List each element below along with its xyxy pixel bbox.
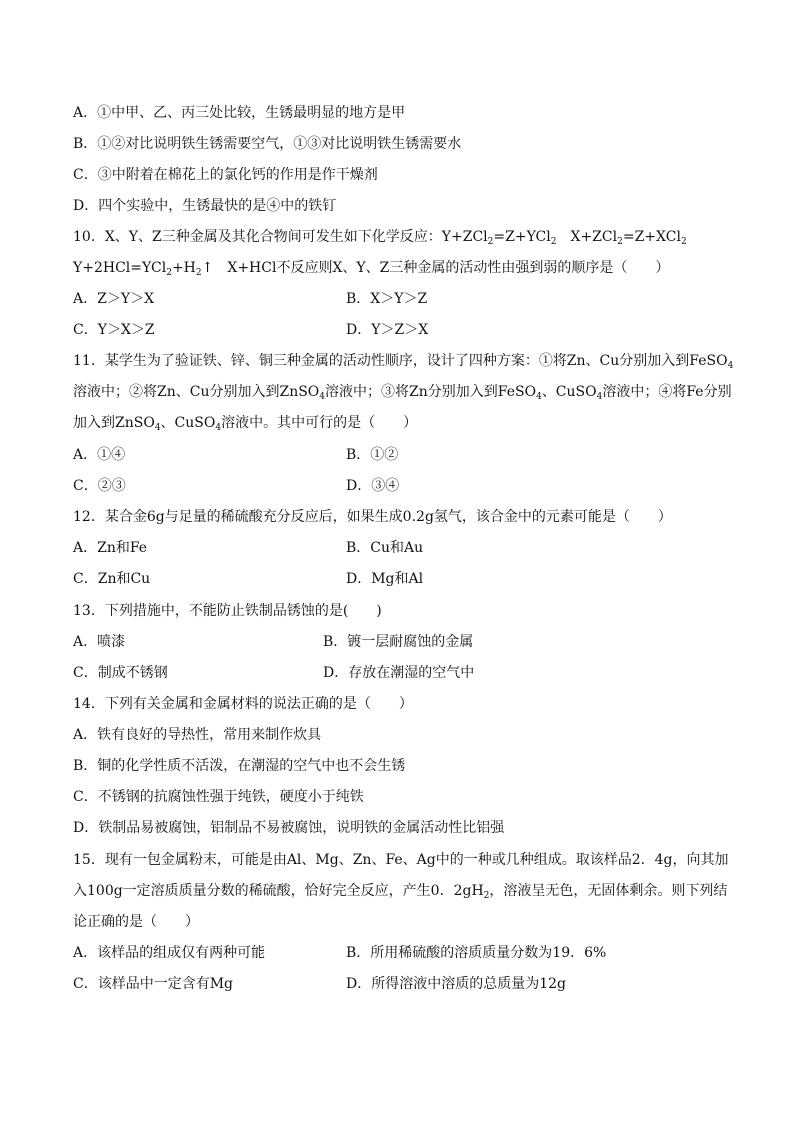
q11-text: 、CuSO xyxy=(541,384,597,400)
subscript: 4 xyxy=(154,423,161,433)
q15-stem-line2 xyxy=(73,883,728,901)
q10-text: =Z+YCl xyxy=(493,229,551,245)
q13-option-a: A．喷漆 xyxy=(73,634,126,650)
q12-option-a: A．Zn和Fe xyxy=(73,540,148,556)
subscript: 4 xyxy=(536,392,542,402)
q12-stem: 12．某合金6g与足量的稀硫酸充分反应后，如果生成0.2g氢气，该合金中的元素可能是（ ） xyxy=(73,509,672,525)
q12-option-c: C．Zn和Cu xyxy=(73,571,151,587)
q11-stem-line2 xyxy=(73,384,732,402)
q15-stem-line3: 论正确的是（ ） xyxy=(73,914,199,930)
q15-option-d: D．所得溶液中溶质的总质量为12g xyxy=(346,976,567,992)
q15-option-b: B．所用稀硫酸的溶质质量分数为19．6% xyxy=(346,945,607,961)
q13-stem: 13．下列措施中，不能防止铁制品锈蚀的是( ) xyxy=(73,603,382,619)
q12-option-d: D．Mg和Al xyxy=(346,571,424,587)
q15-text: 入100g一定溶质质量分数的稀硫酸，恰好完全反应，产生0．2gH xyxy=(73,883,484,899)
q13-option-c: C．制成不锈钢 xyxy=(73,665,168,681)
q10-option-a: A．Z＞Y＞X xyxy=(73,291,155,307)
q11-text: 溶液中；②将Zn、Cu分别加入到ZnSO xyxy=(73,384,320,400)
q11-text: 加入到ZnSO xyxy=(73,415,155,431)
q15-text: ，溶液呈无色，无固体剩余。则下列结 xyxy=(489,883,728,899)
q11-text: 溶液中；④将Fe分别 xyxy=(602,384,732,400)
q10-option-c: C．Y＞X＞Z xyxy=(73,322,155,338)
q9-option-d: D．四个实验中，生锈最快的是④中的铁钉 xyxy=(73,198,337,214)
q13-option-b: B．镀一层耐腐蚀的金属 xyxy=(323,634,474,650)
q15-option-c: C．该样品中一定含有Mg xyxy=(73,976,234,992)
q11-text: 11．某学生为了验证铁、锌、铜三种金属的活动性顺序，设计了四种方案：①将Zn、Cu分别加入到FeSO xyxy=(73,353,728,369)
subscript: 2 xyxy=(483,891,490,901)
q14-option-b: B．铜的化学性质不活泼，在潮湿的空气中也不会生锈 xyxy=(73,758,406,774)
q11-text: 溶液中。其中可行的是（ ） xyxy=(221,415,418,431)
q10-stem-line1 xyxy=(73,229,687,247)
q10-text: +H xyxy=(171,260,196,276)
q10-text: Y+2HCl=YCl xyxy=(73,260,167,276)
q14-stem: 14．下列有关金属和金属材料的说法正确的是（ ） xyxy=(73,696,413,712)
q10-text: X+ZCl xyxy=(556,229,618,245)
q10-text: =Z+XCl xyxy=(622,229,681,245)
subscript: 4 xyxy=(727,361,734,371)
q10-option-b: B．X＞Y＞Z xyxy=(346,291,428,307)
subscript: 4 xyxy=(596,392,603,402)
q14-option-a: A．铁有良好的导热性，常用来制作炊具 xyxy=(73,727,322,743)
subscript: 2 xyxy=(617,237,623,247)
q11-text: 溶液中；③将Zn分别加入到FeSO xyxy=(325,384,537,400)
q11-stem-line1 xyxy=(73,353,734,371)
q11-option-d: D．③④ xyxy=(346,478,400,494)
subscript: 2 xyxy=(195,268,202,278)
q9-option-b: B．①②对比说明铁生锈需要空气，①③对比说明铁生锈需要水 xyxy=(73,136,462,152)
q14-option-c: C．不锈钢的抗腐蚀性强于纯铁，硬度小于纯铁 xyxy=(73,789,364,805)
q13-option-d: D．存放在潮湿的空气中 xyxy=(323,665,475,681)
q11-option-a: A．①④ xyxy=(73,447,126,463)
subscript: 4 xyxy=(215,423,222,433)
q12-option-b: B．Cu和Au xyxy=(346,540,424,556)
q10-stem-line2 xyxy=(73,260,670,278)
subscript: 2 xyxy=(550,237,557,247)
q11-stem-line3 xyxy=(73,415,418,433)
q11-option-c: C．②③ xyxy=(73,478,126,494)
subscript: 2 xyxy=(487,237,494,247)
q11-option-b: B．①② xyxy=(346,447,399,463)
q14-option-d: D．铁制品易被腐蚀，铝制品不易被腐蚀，说明铁的金属活动性比铝强 xyxy=(73,820,505,836)
q15-stem-line1: 15．现有一包金属粉末，可能是由Al、Mg、Zn、Fe、Ag中的一种或几种组成。取该样品2．4g，向其加 xyxy=(73,852,729,868)
q10-text: 10．X、Y、Z三种金属及其化合物间可发生如下化学反应：Y+ZCl xyxy=(73,229,488,245)
q10-text: ↑ X+HCl不反应则X、Y、Z三种金属的活动性由强到弱的顺序是（ ） xyxy=(201,260,670,276)
q9-option-c: C．③中附着在棉花上的氯化钙的作用是作干燥剂 xyxy=(73,167,378,183)
q15-option-a: A．该样品的组成仅有两种可能 xyxy=(73,945,266,961)
subscript: 2 xyxy=(166,268,172,278)
subscript: 4 xyxy=(319,392,326,402)
q10-option-d: D．Y＞Z＞X xyxy=(346,322,429,338)
q9-option-a: A．①中甲、乙、丙三处比较，生锈最明显的地方是甲 xyxy=(73,105,406,121)
q11-text: 、CuSO xyxy=(160,415,216,431)
subscript: 2 xyxy=(680,237,687,247)
